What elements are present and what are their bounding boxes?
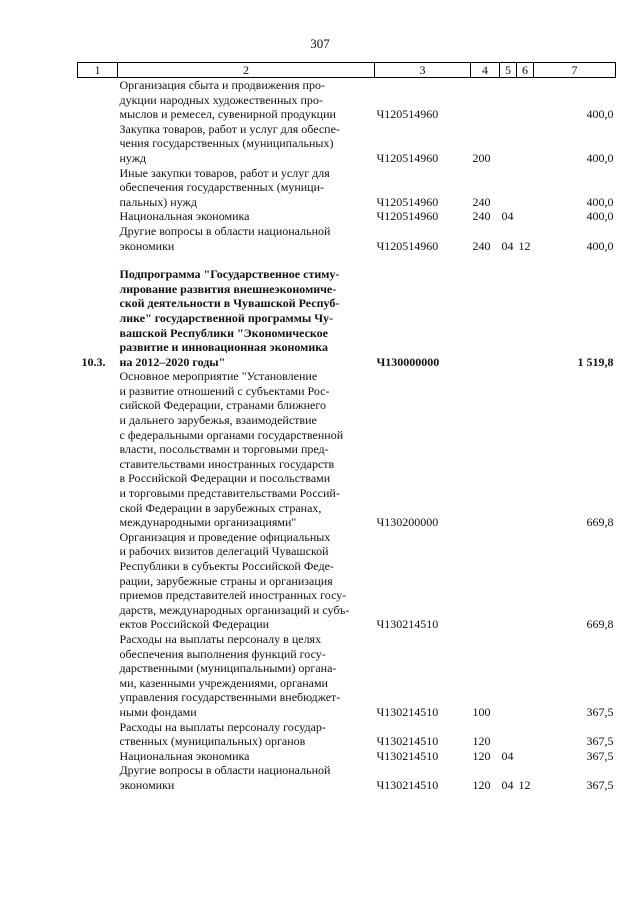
row-description (118, 209, 375, 224)
row-description (118, 720, 375, 749)
row-expense-type: 100 (472, 704, 491, 719)
row-description-line: Организация и проведение официальных (119, 529, 331, 544)
row-expense-type (471, 267, 500, 369)
header-row (78, 63, 616, 78)
row-description-line: ставительствами иностранных государств (119, 456, 335, 471)
table-row (78, 720, 616, 749)
row-amount: 367,5 (586, 777, 614, 792)
column-header: 7 (534, 63, 616, 78)
row-description-line: Национальная экономика (119, 209, 250, 224)
row-description-line: лике" государственной программы Чу- (119, 310, 334, 325)
row-section (500, 720, 517, 749)
row-description (118, 122, 375, 166)
row-description-line: на 2012–2020 годы" (119, 354, 226, 369)
row-description (118, 749, 375, 764)
row-number (78, 369, 118, 530)
row-section (500, 267, 517, 369)
budget-table (77, 62, 616, 793)
row-description-line: и развитие отношений с субъектами Рос- (119, 383, 330, 398)
row-number (78, 166, 118, 210)
column-header: 6 (517, 63, 534, 78)
row-description-line: дарств, международных организаций и субъ- (119, 602, 350, 617)
column-header: 2 (118, 63, 375, 78)
row-subsection: 12 (518, 238, 531, 253)
row-description-line: мыслов и ремесел, сувенирной продукции (119, 107, 336, 122)
row-subsection: 12 (518, 777, 531, 792)
row-code: Ч130000000 (376, 354, 440, 369)
row-code: Ч130214510 (376, 704, 439, 719)
row-description (118, 530, 375, 632)
row-description-line: дарственными (муниципальными) органа- (119, 661, 337, 676)
row-subsection (517, 530, 534, 632)
row-description (118, 78, 375, 122)
row-amount: 400,0 (586, 107, 614, 122)
row-amount: 400,0 (586, 150, 614, 165)
row-code: Ч130200000 (376, 515, 439, 530)
row-amount: 400,0 (586, 209, 614, 224)
row-description-line: Иные закупки товаров, работ и услуг для (119, 165, 330, 180)
row-code: Ч130214510 (376, 777, 439, 792)
row-code: Ч120514960 (376, 107, 439, 122)
row-description-line: ми, казенными учреждениями, органами (119, 675, 328, 690)
row-code: Ч120514960 (376, 150, 439, 165)
row-description-line: в Российской Федерации и посольствами (119, 471, 331, 486)
row-code: Ч120514960 (376, 194, 439, 209)
row-expense-type: 120 (472, 734, 491, 749)
row-expense-type: 200 (472, 150, 491, 165)
row-description-line: сийской Федерации, странами ближнего (119, 398, 326, 413)
row-description-line: экономики (119, 777, 175, 792)
row-expense-type (471, 78, 500, 122)
row-description-line: ными фондами (119, 704, 197, 719)
table-row (78, 369, 616, 530)
row-amount: 367,5 (586, 734, 614, 749)
row-description (118, 369, 375, 530)
spacer-row (78, 253, 616, 267)
row-subsection (517, 122, 534, 166)
row-subsection (517, 209, 534, 224)
column-header: 1 (78, 63, 118, 78)
row-description-line: Организация сбыта и продвижения про- (119, 78, 325, 92)
row-number (78, 122, 118, 166)
row-description-line: обеспечения выполнения функций госу- (119, 646, 326, 661)
row-expense-type (471, 369, 500, 530)
table-body (78, 78, 616, 793)
spacer-cell (78, 253, 616, 267)
table-row (78, 166, 616, 210)
row-number (78, 530, 118, 632)
row-subsection (517, 166, 534, 210)
table-row (78, 632, 616, 720)
row-number (78, 209, 118, 224)
row-number (78, 720, 118, 749)
row-subsection (517, 369, 534, 530)
row-description-line: с федеральными органами государственной (119, 427, 344, 442)
row-subsection (517, 267, 534, 369)
table-row (78, 749, 616, 764)
row-description-line: и торговыми представительствами Россий- (119, 486, 340, 501)
row-code: Ч130214510 (376, 748, 439, 763)
row-description-line: Расходы на выплаты персоналу государ- (119, 719, 326, 734)
row-description (118, 763, 375, 792)
row-description-line: и дальнего зарубежья, взаимодействие (119, 413, 317, 428)
row-description-line: экономики (119, 238, 175, 253)
row-number (78, 749, 118, 764)
row-amount: 367,5 (586, 748, 614, 763)
row-section (500, 369, 517, 530)
row-description (118, 224, 375, 253)
row-section (500, 122, 517, 166)
row-description-line: чения государственных (муниципальных) (119, 136, 334, 151)
row-expense-type: 240 (472, 238, 491, 253)
table-row (78, 209, 616, 224)
row-expense-type: 120 (472, 748, 491, 763)
row-description-line: нужд (119, 150, 147, 165)
row-description-line: власти, посольствами и торговыми пред- (119, 442, 329, 457)
row-description-line: Республики в субъекты Российской Феде- (119, 559, 334, 573)
row-section (500, 530, 517, 632)
row-expense-type: 240 (472, 209, 491, 224)
row-description (118, 632, 375, 720)
row-description (118, 267, 375, 369)
page-number: 307 (310, 36, 330, 51)
row-subsection (517, 720, 534, 749)
row-description-line: приемов представителей иностранных госу- (119, 588, 347, 603)
row-expense-type: 240 (472, 194, 491, 209)
row-subsection (517, 749, 534, 764)
table-row (78, 530, 616, 632)
row-description-line: развитие и инновационная экономика (119, 340, 328, 355)
row-section: 04 (501, 748, 514, 763)
row-code: Ч120514960 (376, 238, 439, 253)
row-description-line: ской деятельности в Чувашской Респуб- (119, 296, 340, 311)
row-number: 10.3. (81, 354, 106, 369)
table-row (78, 78, 616, 122)
row-subsection (517, 632, 534, 720)
row-description-line: пальных) нужд (119, 194, 197, 209)
row-section (500, 632, 517, 720)
row-section: 04 (501, 238, 514, 253)
column-header: 5 (500, 63, 517, 78)
row-amount: 1 519,8 (577, 354, 614, 369)
column-header: 3 (375, 63, 471, 78)
row-amount: 400,0 (586, 194, 614, 209)
row-description-line: ектов Российской Федерации (119, 617, 270, 632)
row-description (118, 166, 375, 210)
row-amount: 367,5 (586, 704, 614, 719)
row-description-line: ственных (муниципальных) органов (119, 734, 306, 749)
row-number (78, 78, 118, 122)
row-code: Ч120514960 (376, 209, 439, 224)
row-amount: 669,8 (586, 617, 614, 632)
table-row (78, 763, 616, 792)
row-description-line: Другие вопросы в области национальной (119, 223, 331, 238)
table-row (78, 267, 616, 369)
row-description-line: Закупка товаров, работ и услуг для обеспе- (119, 121, 340, 136)
row-description-line: Основное мероприятие "Установление (119, 369, 318, 384)
row-description-line: Подпрограмма "Государственное стиму- (119, 267, 340, 282)
row-description-line: и рабочих визитов делегаций Чувашской (119, 544, 329, 559)
row-description-line: вашской Республики "Экономическое (119, 325, 328, 340)
row-amount: 400,0 (586, 238, 614, 253)
row-amount: 669,8 (586, 515, 614, 530)
row-section (500, 166, 517, 210)
row-description-line: управления государственными внебюджет- (119, 690, 341, 705)
row-code: Ч130214510 (376, 734, 439, 749)
row-number (78, 224, 118, 253)
row-subsection (517, 78, 534, 122)
column-header: 4 (471, 63, 500, 78)
row-description-line: ской Федерации в зарубежных странах, (119, 500, 322, 515)
row-section (500, 78, 517, 122)
row-description-line: Национальная экономика (119, 748, 250, 763)
row-description-line: дукции народных художественных про- (119, 92, 323, 107)
row-section: 04 (501, 777, 514, 792)
row-expense-type (471, 530, 500, 632)
row-description-line: международными организациями" (119, 515, 297, 530)
row-description-line: Другие вопросы в области национальной (119, 763, 331, 778)
row-description-line: обеспечения государственных (муници- (119, 180, 325, 195)
row-number (78, 763, 118, 792)
row-section: 04 (501, 209, 514, 224)
table-row (78, 122, 616, 166)
row-code: Ч130214510 (376, 617, 439, 632)
row-description-line: рации, зарубежные страны и организация (119, 573, 333, 588)
table-row (78, 224, 616, 253)
row-number (78, 632, 118, 720)
row-expense-type: 120 (472, 777, 491, 792)
row-description-line: лирование развития внешнеэкономиче- (119, 281, 337, 296)
row-description-line: Расходы на выплаты персоналу в целях (119, 631, 322, 646)
